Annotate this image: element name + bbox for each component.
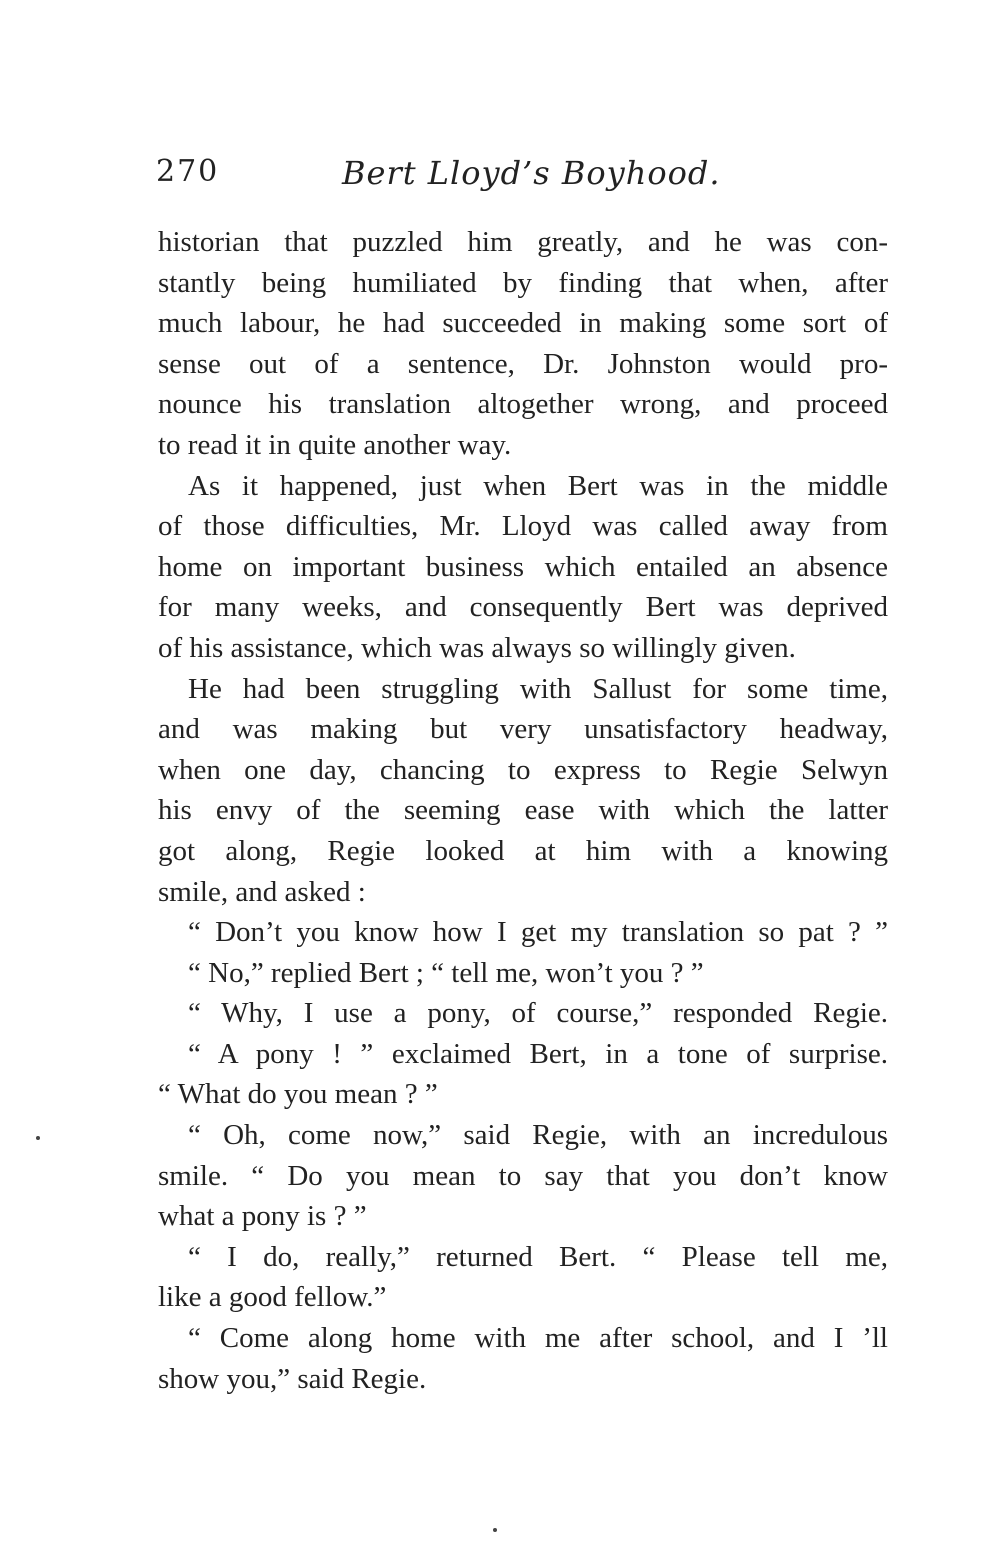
text-line: smile, and asked : <box>158 875 366 908</box>
text-line: “ Why, I use a pony, of course,” responded Regie. <box>188 997 888 1030</box>
text-line: He had been struggling with Sallust for some time, <box>188 672 888 705</box>
text-line: “ A pony ! ” exclaimed Bert, in a tone of surprise. <box>188 1037 888 1070</box>
text-line: when one day, chancing to express to Regie Selwyn <box>158 753 888 786</box>
text-line: for many weeks, and consequently Bert was deprived <box>158 591 888 624</box>
text-line: and was making but very unsatisfactory headway, <box>158 713 888 746</box>
text-line: got along, Regie looked at him with a knowing <box>158 834 888 867</box>
body-text <box>158 222 888 1399</box>
text-line: like a good fellow.” <box>158 1281 387 1314</box>
text-line: “ What do you mean ? ” <box>158 1078 438 1111</box>
text-line: “ Come along home with me after school, and I ’ll <box>188 1322 888 1355</box>
page-header <box>156 154 886 204</box>
text-line: home on important business which entailed an absence <box>158 550 888 583</box>
text-line: to read it in quite another way. <box>158 428 512 461</box>
scan-speck <box>36 1136 40 1140</box>
text-line: of his assistance, which was always so willingly given. <box>158 631 796 664</box>
text-line: “ Oh, come now,” said Regie, with an incredulous <box>188 1119 888 1152</box>
text-line: smile. “ Do you mean to say that you don’t know <box>158 1159 888 1192</box>
text-line: “ No,” replied Bert ; “ tell me, won’t you ? ” <box>188 956 704 989</box>
text-line: show you,” said Regie. <box>158 1362 427 1395</box>
text-line: much labour, he had succeeded in making some sort of <box>158 307 888 340</box>
running-title: Bert Lloyd’s Boyhood. <box>342 154 721 192</box>
text-line: nounce his translation altogether wrong, and proceed <box>158 388 888 421</box>
text-line: historian that puzzled him greatly, and he was con- <box>158 226 888 258</box>
text-line: stantly being humiliated by finding that when, after <box>158 266 888 299</box>
text-line: sense out of a sentence, Dr. Johnston would pro- <box>158 347 888 380</box>
page-number: 270 <box>156 154 220 189</box>
text-line: of those difficulties, Mr. Lloyd was called away from <box>158 510 888 543</box>
scan-speck <box>493 1528 497 1532</box>
text-line: “ Don’t you know how I get my translation so pat ? ” <box>188 916 888 949</box>
text-line: As it happened, just when Bert was in the middle <box>188 469 888 502</box>
text-line: “ I do, really,” returned Bert. “ Please tell me, <box>188 1240 888 1273</box>
text-line: what a pony is ? ” <box>158 1200 367 1233</box>
text-line: his envy of the seeming ease with which the latter <box>158 794 888 827</box>
